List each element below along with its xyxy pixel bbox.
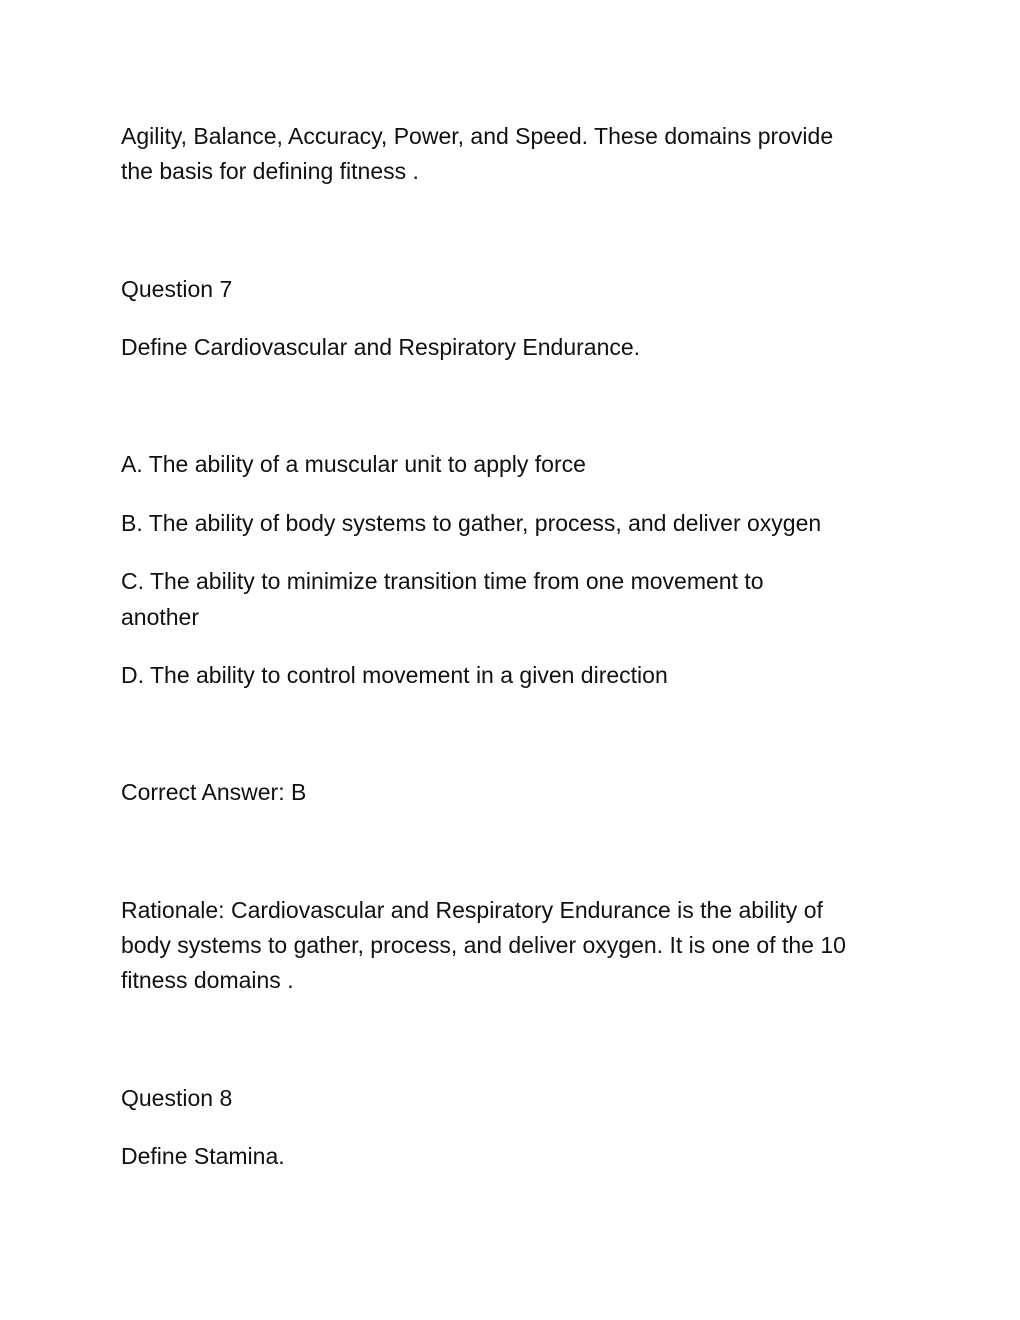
correct-answer: Correct Answer: B <box>121 779 307 805</box>
option-a: A. The ability of a muscular unit to apply force <box>121 451 586 477</box>
question-8-heading: Question 8 <box>121 1085 233 1111</box>
option-c-line-2: another <box>121 604 200 630</box>
rationale-line-2: body systems to gather, process, and deliver oxygen. It is one of the 10 <box>121 932 846 958</box>
question-7-heading: Question 7 <box>121 276 233 302</box>
intro-text-line-2: the basis for defining fitness . <box>121 158 419 184</box>
question-8-prompt: Define Stamina. <box>121 1143 285 1169</box>
rationale-line-3: fitness domains . <box>121 967 294 993</box>
question-7-prompt: Define Cardiovascular and Respiratory Endurance. <box>121 334 641 360</box>
rationale-line-1: Rationale: Cardiovascular and Respiratory Endurance is the ability of <box>121 897 823 923</box>
option-c-line-1: C. The ability to minimize transition time from one movement to <box>121 568 764 594</box>
option-b: B. The ability of body systems to gather, process, and deliver oxygen <box>121 510 822 536</box>
intro-text-line-1: Agility, Balance, Accuracy, Power, and Speed. These domains provide <box>121 123 834 149</box>
option-d: D. The ability to control movement in a given direction <box>121 662 668 688</box>
